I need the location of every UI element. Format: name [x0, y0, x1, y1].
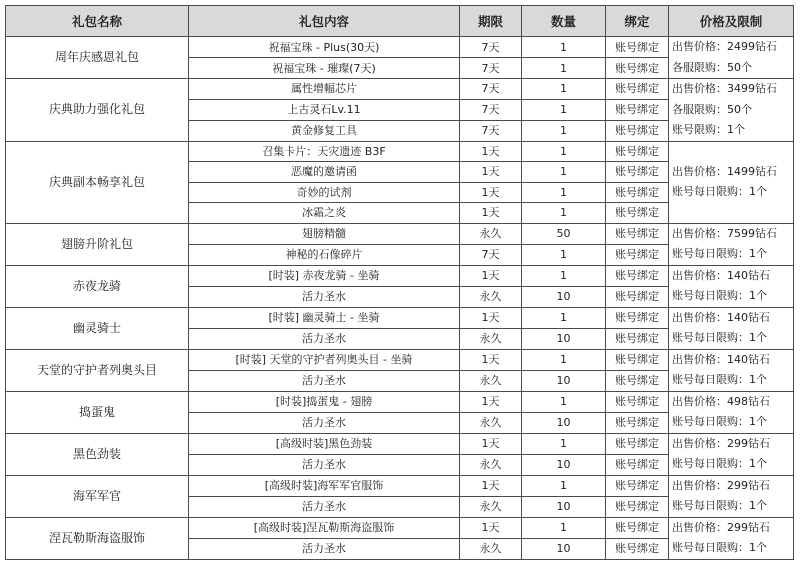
period-cell: 7天 — [460, 120, 522, 141]
quantity-cell: 10 — [522, 412, 606, 433]
period-cell: 1天 — [460, 349, 522, 370]
quantity-cell: 1 — [522, 433, 606, 454]
binding-cell: 账号绑定 — [606, 265, 669, 286]
period-cell: 永久 — [460, 328, 522, 349]
binding-cell: 账号绑定 — [606, 37, 669, 58]
price-line: 出售价格：2499钻石 — [672, 40, 777, 53]
table-row — [6, 141, 794, 162]
quantity-cell: 1 — [522, 244, 606, 265]
binding-cell: 账号绑定 — [606, 286, 669, 307]
quantity-cell: 1 — [522, 475, 606, 496]
quantity-cell: 1 — [522, 162, 606, 183]
package-table — [5, 5, 794, 560]
quantity-cell: 10 — [522, 370, 606, 391]
quantity-cell: 1 — [522, 349, 606, 370]
price-line: 账号每日限购：1个 — [672, 247, 767, 260]
content-cell: 活力圣水 — [189, 370, 460, 391]
period-cell: 永久 — [460, 454, 522, 475]
price-cell — [669, 349, 794, 391]
header-row — [6, 6, 794, 37]
period-cell: 7天 — [460, 37, 522, 58]
price-line: 出售价格：140钻石 — [672, 310, 770, 324]
price-line: 出售价格：140钻石 — [672, 352, 770, 366]
table-row — [6, 391, 794, 412]
price-line: 账号每日限购：1个 — [672, 331, 767, 344]
binding-cell: 账号绑定 — [606, 307, 669, 328]
binding-cell: 账号绑定 — [606, 223, 669, 244]
price-cell — [669, 223, 794, 265]
quantity-cell: 1 — [522, 120, 606, 141]
package-name-cell: 翅膀升阶礼包 — [6, 223, 189, 265]
price-line: 出售价格：1499钻石 — [672, 164, 777, 178]
binding-cell: 账号绑定 — [606, 182, 669, 203]
period-cell: 1天 — [460, 517, 522, 538]
content-cell: [时装] 赤夜龙骑 - 坐骑 — [189, 265, 460, 286]
price-cell — [669, 141, 794, 223]
content-cell: [高级时装]海军军官服饰 — [189, 475, 460, 496]
content-cell: [时装]捣蛋鬼 - 翅膀 — [189, 391, 460, 412]
price-cell — [669, 37, 794, 79]
price-cell — [669, 391, 794, 433]
quantity-cell: 10 — [522, 538, 606, 559]
price-cell — [669, 475, 794, 517]
quantity-cell: 1 — [522, 182, 606, 203]
binding-cell: 账号绑定 — [606, 496, 669, 517]
content-cell: 恶魔的邀请函 — [189, 162, 460, 183]
content-cell: [高级时装]黑色劲装 — [189, 433, 460, 454]
period-cell: 永久 — [460, 412, 522, 433]
content-cell: 祝福宝珠 - Plus(30天) — [189, 37, 460, 58]
table-header — [6, 6, 794, 37]
header-quantity: 数量 — [522, 6, 606, 37]
binding-cell: 账号绑定 — [606, 120, 669, 141]
content-cell: 活力圣水 — [189, 328, 460, 349]
period-cell: 7天 — [460, 244, 522, 265]
content-cell: 祝福宝珠 - 璀璨(7天) — [189, 58, 460, 79]
quantity-cell: 1 — [522, 203, 606, 224]
price-line: 出售价格：3499钻石 — [672, 82, 777, 95]
period-cell: 永久 — [460, 496, 522, 517]
table-row — [6, 475, 794, 496]
binding-cell: 账号绑定 — [606, 203, 669, 224]
binding-cell: 账号绑定 — [606, 433, 669, 454]
content-cell: 冰霜之炎 — [189, 203, 460, 224]
period-cell: 7天 — [460, 79, 522, 100]
package-name-cell: 幽灵骑士 — [6, 307, 189, 349]
period-cell: 永久 — [460, 370, 522, 391]
binding-cell: 账号绑定 — [606, 58, 669, 79]
header-period: 期限 — [460, 6, 522, 37]
content-cell: 神秘的石像碎片 — [189, 244, 460, 265]
table-row — [6, 517, 794, 538]
table-row — [6, 37, 794, 58]
package-name-cell: 海军军官 — [6, 475, 189, 517]
content-cell: 上古灵石Lv.11 — [189, 99, 460, 120]
content-cell: 活力圣水 — [189, 412, 460, 433]
table-row — [6, 433, 794, 454]
period-cell: 1天 — [460, 182, 522, 203]
table-row — [6, 79, 794, 100]
price-cell — [669, 307, 794, 349]
price-cell — [669, 433, 794, 475]
price-cell — [669, 265, 794, 307]
price-line: 账号每日限购：1个 — [672, 289, 767, 302]
price-cell — [669, 517, 794, 559]
content-cell: [时装] 天堂的守护者列奥头目 - 坐骑 — [189, 349, 460, 370]
price-line: 账号每日限购：1个 — [672, 499, 767, 512]
quantity-cell: 50 — [522, 223, 606, 244]
binding-cell: 账号绑定 — [606, 412, 669, 433]
binding-cell: 账号绑定 — [606, 454, 669, 475]
binding-cell: 账号绑定 — [606, 141, 669, 162]
quantity-cell: 1 — [522, 58, 606, 79]
quantity-cell: 1 — [522, 141, 606, 162]
binding-cell: 账号绑定 — [606, 99, 669, 120]
content-cell: 活力圣水 — [189, 496, 460, 517]
period-cell: 1天 — [460, 475, 522, 496]
price-cell — [669, 79, 794, 142]
quantity-cell: 1 — [522, 517, 606, 538]
binding-cell: 账号绑定 — [606, 391, 669, 412]
price-line: 出售价格：299钻石 — [672, 520, 770, 534]
content-cell: 召集卡片：天灾遗迹 B3F — [189, 141, 460, 162]
table-row — [6, 307, 794, 328]
header-package-name: 礼包名称 — [6, 6, 189, 37]
header-price-limit: 价格及限制 — [669, 6, 794, 37]
binding-cell: 账号绑定 — [606, 349, 669, 370]
price-line: 账号每日限购：1个 — [672, 185, 767, 198]
price-line: 出售价格：299钻石 — [672, 436, 770, 450]
package-name-cell: 周年庆感恩礼包 — [6, 37, 189, 79]
table-body — [6, 37, 794, 560]
package-name-cell: 赤夜龙骑 — [6, 265, 189, 307]
period-cell: 1天 — [460, 162, 522, 183]
quantity-cell: 1 — [522, 307, 606, 328]
content-cell: 属性增幅芯片 — [189, 79, 460, 100]
content-cell: [时装] 幽灵骑士 - 坐骑 — [189, 307, 460, 328]
binding-cell: 账号绑定 — [606, 538, 669, 559]
package-name-cell: 庆典助力强化礼包 — [6, 79, 189, 142]
quantity-cell: 1 — [522, 79, 606, 100]
binding-cell: 账号绑定 — [606, 79, 669, 100]
content-cell: 奇妙的试剂 — [189, 182, 460, 203]
header-package-content: 礼包内容 — [189, 6, 460, 37]
period-cell: 永久 — [460, 538, 522, 559]
period-cell: 1天 — [460, 203, 522, 224]
price-line: 出售价格：140钻石 — [672, 268, 770, 282]
quantity-cell: 10 — [522, 496, 606, 517]
quantity-cell: 10 — [522, 286, 606, 307]
binding-cell: 账号绑定 — [606, 475, 669, 496]
price-line: 出售价格：7599钻石 — [672, 226, 777, 240]
price-line: 账号每日限购：1个 — [672, 415, 767, 428]
quantity-cell: 10 — [522, 454, 606, 475]
period-cell: 永久 — [460, 286, 522, 307]
package-name-cell: 黑色劲装 — [6, 433, 189, 475]
content-cell: 活力圣水 — [189, 454, 460, 475]
binding-cell: 账号绑定 — [606, 162, 669, 183]
period-cell: 1天 — [460, 265, 522, 286]
price-line: 账号限购：1个 — [672, 123, 745, 136]
table-row — [6, 223, 794, 244]
price-line: 账号每日限购：1个 — [672, 457, 767, 470]
quantity-cell: 1 — [522, 391, 606, 412]
header-binding: 绑定 — [606, 6, 669, 37]
content-cell: 活力圣水 — [189, 286, 460, 307]
period-cell: 7天 — [460, 58, 522, 79]
content-cell: 活力圣水 — [189, 538, 460, 559]
price-line: 各服限购：50个 — [672, 102, 752, 116]
binding-cell: 账号绑定 — [606, 328, 669, 349]
binding-cell: 账号绑定 — [606, 517, 669, 538]
package-name-cell: 天堂的守护者列奥头目 — [6, 349, 189, 391]
content-cell: 黄金修复工具 — [189, 120, 460, 141]
package-name-cell: 庆典副本畅享礼包 — [6, 141, 189, 223]
period-cell: 1天 — [460, 307, 522, 328]
price-line: 账号每日限购：1个 — [672, 541, 767, 554]
binding-cell: 账号绑定 — [606, 370, 669, 391]
price-line: 出售价格：299钻石 — [672, 478, 770, 492]
table-row — [6, 349, 794, 370]
content-cell: 翅膀精髓 — [189, 223, 460, 244]
price-line: 出售价格：498钻石 — [672, 394, 770, 408]
package-table-container — [5, 5, 794, 560]
quantity-cell: 1 — [522, 37, 606, 58]
quantity-cell: 10 — [522, 328, 606, 349]
price-line: 账号每日限购：1个 — [672, 373, 767, 386]
quantity-cell: 1 — [522, 99, 606, 120]
period-cell: 1天 — [460, 391, 522, 412]
package-name-cell: 涅瓦勒斯海盗服饰 — [6, 517, 189, 559]
binding-cell: 账号绑定 — [606, 244, 669, 265]
package-name-cell: 捣蛋鬼 — [6, 391, 189, 433]
period-cell: 1天 — [460, 433, 522, 454]
period-cell: 1天 — [460, 141, 522, 162]
price-line: 各服限购：50个 — [672, 60, 752, 74]
table-row — [6, 265, 794, 286]
period-cell: 永久 — [460, 223, 522, 244]
content-cell: [高级时装]涅瓦勒斯海盗服饰 — [189, 517, 460, 538]
period-cell: 7天 — [460, 99, 522, 120]
quantity-cell: 1 — [522, 265, 606, 286]
